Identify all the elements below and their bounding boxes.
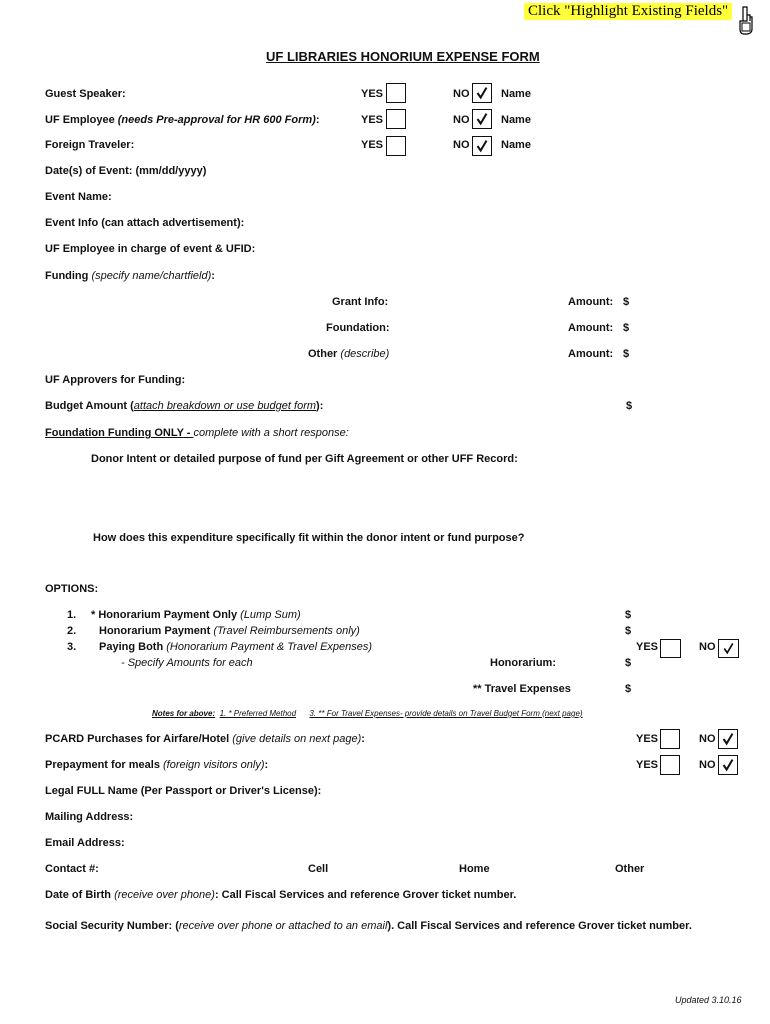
option-3-no-checkbox[interactable] (718, 639, 739, 658)
checkmark-icon (719, 730, 737, 748)
event-info-label: Event Info (can attach advertisement): (45, 217, 245, 229)
no-label: NO (699, 759, 716, 771)
yes-label: YES (636, 759, 659, 771)
updated-date: Updated 3.10.16 (675, 995, 742, 1005)
hand-pointer-icon[interactable] (738, 6, 754, 41)
legal-name-label: Legal FULL Name (Per Passport or Driver's License): (45, 785, 322, 797)
no-label: NO (453, 114, 470, 126)
checkmark-icon (719, 756, 737, 774)
foreign-traveler-no-checkbox[interactable] (472, 136, 492, 156)
email-address-label: Email Address: (45, 837, 125, 849)
donor-intent-label: Donor Intent or detailed purpose of fund per Gift Agreement or other UFF Record: (91, 453, 518, 465)
dob-label: Date of Birth (receive over phone): Call Fiscal Services and reference Grover ticket number. (45, 889, 517, 901)
guest-speaker-label: Guest Speaker: (45, 88, 126, 100)
dollar-sign: $ (625, 609, 632, 621)
prepayment-no-checkbox[interactable] (718, 755, 738, 775)
pcard-no-checkbox[interactable] (718, 729, 738, 749)
yes-label: YES (361, 88, 384, 100)
uf-employee-yes-checkbox[interactable] (386, 109, 406, 129)
pcard-label: PCARD Purchases for Airfare/Hotel (give details on next page): (45, 733, 365, 745)
budget-form-link[interactable]: attach breakdown or use budget form (133, 400, 317, 412)
travel-expenses-label: ** Travel Expenses (473, 683, 571, 695)
approvers-label: UF Approvers for Funding: (45, 374, 186, 386)
uf-employee-label: UF Employee (needs Pre-approval for HR 600 Form): (45, 114, 320, 126)
no-label: NO (453, 139, 470, 151)
employee-in-charge-label: UF Employee in charge of event & UFID: (45, 243, 256, 255)
funding-label: Funding (specify name/chartfield): (45, 270, 215, 282)
other-label: Other (describe) (308, 348, 390, 360)
checkmark-icon (473, 137, 491, 155)
option-number: 1. (67, 609, 77, 621)
yes-label: YES (361, 139, 384, 151)
yes-label: YES (636, 733, 659, 745)
amount-label: Amount: (568, 348, 614, 360)
ssn-label: Social Security Number: (receive over phone or attached to an email). Call Fiscal Services and reference Grover ticket number. (45, 920, 692, 932)
yes-label: YES (361, 114, 384, 126)
prepayment-label: Prepayment for meals (foreign visitors only): (45, 759, 269, 771)
cell-label: Cell (308, 863, 329, 875)
budget-amount-label: Budget Amount (attach breakdown or use budget form): (45, 400, 324, 412)
option-3-label: Paying Both (Honorarium Payment & Travel Expenses) (99, 641, 373, 653)
checkmark-icon (473, 110, 491, 128)
event-name-label: Event Name: (45, 191, 112, 203)
no-label: NO (699, 641, 716, 653)
dollar-sign: $ (625, 657, 632, 669)
how-fit-label: How does this expenditure specifically fit within the donor intent or fund purpose? (93, 532, 525, 544)
name-label: Name (501, 88, 531, 100)
highlight-fields-button[interactable]: Click "Highlight Existing Fields" (524, 3, 732, 20)
name-label: Name (501, 114, 531, 126)
contact-label: Contact #: (45, 863, 99, 875)
dollar-sign: $ (626, 400, 633, 412)
specify-amounts-label: - Specify Amounts for each (121, 657, 253, 669)
home-label: Home (459, 863, 490, 875)
form-title: UF LIBRARIES HONORIUM EXPENSE FORM (266, 49, 540, 64)
uf-employee-no-checkbox[interactable] (472, 109, 492, 129)
checkmark-icon (473, 84, 491, 102)
foundation-label: Foundation: (326, 322, 390, 334)
prepayment-yes-checkbox[interactable] (660, 755, 680, 775)
options-label: OPTIONS: (45, 583, 99, 595)
no-label: NO (453, 88, 470, 100)
contact-other-label: Other (615, 863, 645, 875)
guest-speaker-no-checkbox[interactable] (472, 83, 492, 103)
event-dates-label: Date(s) of Event: (mm/dd/yyyy) (45, 165, 207, 177)
option-1-label: * Honorarium Payment Only (Lump Sum) (91, 609, 301, 621)
foreign-traveler-yes-checkbox[interactable] (386, 136, 406, 156)
option-number: 2. (67, 625, 77, 637)
pcard-yes-checkbox[interactable] (660, 729, 680, 749)
option-3-yes-checkbox[interactable] (660, 639, 681, 658)
option-2-label: Honorarium Payment (Travel Reimbursements only) (99, 625, 360, 637)
dollar-sign: $ (623, 296, 630, 308)
guest-speaker-yes-checkbox[interactable] (386, 83, 406, 103)
foundation-only-label: Foundation Funding ONLY - complete with a short response: (45, 427, 349, 439)
dollar-sign: $ (625, 625, 632, 637)
mailing-address-label: Mailing Address: (45, 811, 134, 823)
foreign-traveler-label: Foreign Traveler: (45, 139, 135, 151)
dollar-sign: $ (623, 322, 630, 334)
grant-info-label: Grant Info: (332, 296, 389, 308)
name-label: Name (501, 139, 531, 151)
checkmark-icon (719, 640, 738, 657)
amount-label: Amount: (568, 296, 614, 308)
honorarium-label: Honorarium: (490, 657, 556, 669)
amount-label: Amount: (568, 322, 614, 334)
dollar-sign: $ (625, 683, 632, 695)
yes-label: YES (636, 641, 659, 653)
notes-line: Notes for above: 1. * Preferred Method 3. ** For Travel Expenses- provide details on Travel Budget Form (next page) (152, 709, 583, 718)
no-label: NO (699, 733, 716, 745)
option-number: 3. (67, 641, 77, 653)
dollar-sign: $ (623, 348, 630, 360)
